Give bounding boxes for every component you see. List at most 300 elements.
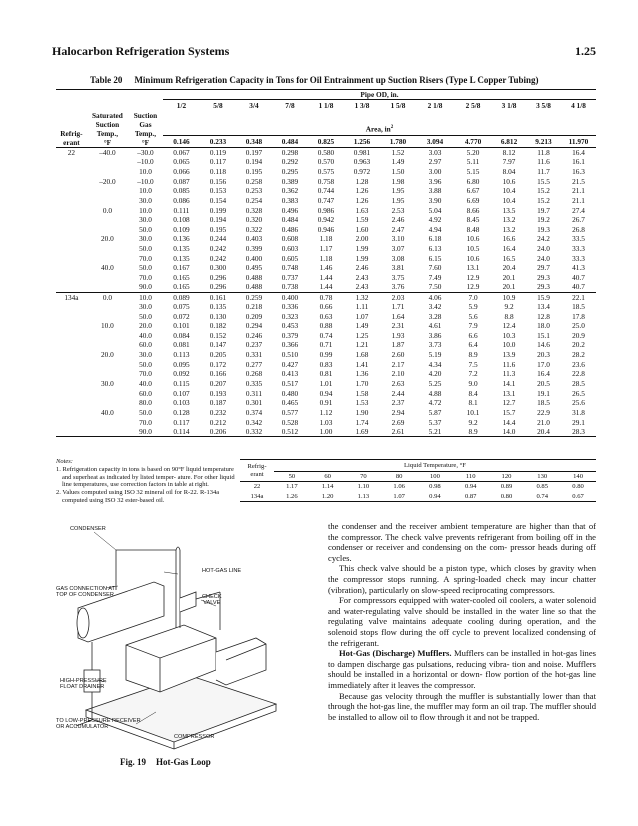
capacity-cell: 10.0 xyxy=(502,340,516,350)
capacity-cell: 0.322 xyxy=(245,224,263,234)
capacity-cell: 1.18 xyxy=(319,234,333,244)
capacity-cell: 1.90 xyxy=(355,407,369,417)
capacity-cell: 8.4 xyxy=(468,388,478,398)
capacity-cell: 9.2 xyxy=(468,417,478,427)
capacity-cell: 2.63 xyxy=(391,379,405,389)
capacity-cell: 18.5 xyxy=(572,301,585,311)
lt-temp-header: 140 xyxy=(573,473,583,480)
lt-refrigerant-header: Refrig- erant xyxy=(247,462,267,478)
capacity-cell: 12.8 xyxy=(537,311,550,321)
table-row xyxy=(56,331,596,341)
capacity-cell: 31.8 xyxy=(572,407,585,417)
capacity-cell: 1.69 xyxy=(355,427,369,436)
hot-gas-loop-figure xyxy=(56,520,308,752)
saturated-temp-cell xyxy=(87,427,128,437)
capacity-cell: 0.195 xyxy=(209,224,227,234)
refrigerant-cell xyxy=(56,176,87,186)
label-compressor: COMPRESSOR xyxy=(174,734,215,740)
capacity-cell: 2.61 xyxy=(391,427,405,436)
suction-gas-temp-cell: –10.0 xyxy=(137,176,154,186)
capacity-cell: 1.26 xyxy=(355,195,369,205)
capacity-cell: 0.332 xyxy=(245,427,263,436)
capacity-cell: 0.253 xyxy=(245,186,263,196)
lt-title: Liquid Temperature, °F xyxy=(274,460,596,472)
capacity-cell: 14.0 xyxy=(502,427,516,436)
capacity-cell: 0.135 xyxy=(209,301,227,311)
capacity-cell: 1.44 xyxy=(319,282,333,292)
refrigerant-cell xyxy=(56,302,87,312)
capacity-cell: 29.1 xyxy=(572,417,585,427)
saturated-temp-cell xyxy=(87,331,128,341)
lt-factor-cell: 0.80 xyxy=(500,492,513,500)
label-gas-connection: GAS CONNECTION AT TOP OF CONDENSER xyxy=(56,586,115,599)
table-row xyxy=(56,167,596,177)
table-row xyxy=(56,215,596,225)
capacity-cell: 4.61 xyxy=(428,321,442,331)
capacity-cell: 19.1 xyxy=(537,388,550,398)
capacity-cell: 0.495 xyxy=(245,263,263,273)
capacity-cell: 0.758 xyxy=(317,176,335,186)
lt-refrigerant-cell: 22 xyxy=(253,483,261,491)
capacity-cell: 1.99 xyxy=(355,253,369,263)
capacity-cell: 0.153 xyxy=(209,186,227,196)
capacity-cell: 3.10 xyxy=(391,234,405,244)
capacity-cell: 1.21 xyxy=(355,340,369,350)
capacity-cell: 20.1 xyxy=(502,273,516,282)
capacity-cell: 0.075 xyxy=(173,301,190,311)
capacity-cell: 0.942 xyxy=(317,215,335,225)
lt-factor-cell: 1.10 xyxy=(357,483,370,491)
paragraph-text: Mufflers can be installed in hot-gas lines to dampen discharge gas pulsations, reducing vibra- tion and noise. Mufflers should be installed in a horizontal or down- flow portion of the hot-gas line immediately after it leaves the compressor. xyxy=(328,648,596,690)
size-header: 3 1/8 xyxy=(501,100,517,110)
capacity-cell: 5.20 xyxy=(466,147,480,157)
capacity-cell: 40.7 xyxy=(572,273,585,282)
capacity-cell: 0.570 xyxy=(317,157,335,167)
capacity-cell: 0.323 xyxy=(281,311,299,321)
capacity-cell: 0.086 xyxy=(173,195,190,205)
area-value: 6.812 xyxy=(500,136,518,146)
saturated-temp-cell xyxy=(87,398,128,408)
capacity-cell: 20.3 xyxy=(537,350,550,360)
capacity-cell: 12.9 xyxy=(466,273,480,282)
capacity-cell: 4.20 xyxy=(428,369,442,379)
area-value: 11.970 xyxy=(568,136,589,146)
capacity-cell: 7.2 xyxy=(468,369,478,379)
capacity-cell: 13.2 xyxy=(502,215,516,225)
saturated-temp-cell xyxy=(87,340,128,350)
capacity-cell: 0.187 xyxy=(209,398,227,408)
label-receiver: TO LOW-PRESSURE RECEIVER OR ACCUMULATOR xyxy=(56,718,141,731)
lt-factor-cell: 0.80 xyxy=(572,483,584,491)
suction-gas-temp-cell: 10.0 xyxy=(139,292,152,302)
capacity-cell: 0.268 xyxy=(245,369,263,379)
suction-gas-temp-cell: 20.0 xyxy=(139,321,152,331)
capacity-cell: 0.136 xyxy=(173,234,190,244)
table-row xyxy=(56,369,596,379)
table-row xyxy=(56,340,596,350)
capacity-cell: 3.96 xyxy=(428,176,442,186)
capacity-cell: 20.1 xyxy=(502,282,516,292)
saturated-temp-cell xyxy=(87,196,128,206)
capacity-cell: 0.197 xyxy=(245,147,263,157)
capacity-cell: 3.75 xyxy=(391,273,405,282)
capacity-cell: 0.084 xyxy=(173,330,190,340)
capacity-cell: 18.5 xyxy=(537,398,550,408)
capacity-cell: 0.747 xyxy=(317,195,335,205)
capacity-cell: 0.400 xyxy=(281,292,299,302)
capacity-cell: 14.6 xyxy=(537,340,550,350)
capacity-cell: 0.517 xyxy=(281,379,299,389)
capacity-cell: 20.9 xyxy=(572,330,585,340)
refrigerant-cell: 134a xyxy=(64,292,79,302)
area-heading xyxy=(163,111,596,136)
suction-gas-temp-cell: 50.0 xyxy=(139,407,152,417)
lt-temp-header: 130 xyxy=(537,473,548,480)
capacity-cell: 5.37 xyxy=(428,417,442,427)
suction-gas-temp-cell: 10.0 xyxy=(139,166,152,176)
notes-heading: Notes: xyxy=(56,458,73,465)
capacity-cell: 4.88 xyxy=(428,388,442,398)
capacity-cell: 1.12 xyxy=(319,407,333,417)
capacity-cell: 5.87 xyxy=(428,407,442,417)
size-header: 3 5/8 xyxy=(536,100,551,110)
refrigerant-cell xyxy=(56,167,87,177)
paragraph: For compressors equipped with water-cooled oil coolers, a water solenoid and water-regulating valve should be installed in the water line so that the regulating valve maintains adequate cooling during operation, and the solenoid stops flow during the off cycle to prevent localized condensing of the refrigerant. xyxy=(328,595,596,648)
capacity-cell: 8.45 xyxy=(466,215,480,225)
capacity-cell: 0.232 xyxy=(209,407,227,417)
table-row xyxy=(56,350,596,360)
capacity-cell: 7.49 xyxy=(428,273,442,282)
capacity-cell: 0.389 xyxy=(281,176,299,186)
capacity-cell: 1.70 xyxy=(355,379,369,389)
capacity-cell: 6.15 xyxy=(428,253,442,263)
table-row xyxy=(56,196,596,206)
suction-gas-temp-cell: 30.0 xyxy=(139,215,152,225)
capacity-cell: 0.089 xyxy=(173,292,190,302)
running-header xyxy=(52,44,596,60)
capacity-cell: 33.3 xyxy=(572,253,585,263)
capacity-cell: 0.608 xyxy=(281,234,299,244)
refrigerant-cell xyxy=(56,196,87,206)
capacity-cell: 0.156 xyxy=(209,176,227,186)
pipe-od-heading: Pipe OD, in. xyxy=(163,90,596,100)
capacity-cell: 0.981 xyxy=(353,147,371,157)
table-row xyxy=(56,244,596,254)
suction-gas-temp-cell: 30.0 xyxy=(139,234,152,244)
capacity-cell: 6.4 xyxy=(468,340,478,350)
capacity-cell: 0.379 xyxy=(281,330,299,340)
paragraph-mufflers xyxy=(328,648,596,690)
table-row xyxy=(56,176,596,186)
capacity-cell: 15.1 xyxy=(537,330,550,340)
capacity-cell: 24.2 xyxy=(537,234,550,244)
capacity-cell: 1.93 xyxy=(391,330,405,340)
label-hot-gas-line: HOT-GAS LINE xyxy=(202,568,242,574)
saturated-temp-cell: 20.0 xyxy=(101,350,114,360)
capacity-cell: 0.205 xyxy=(209,350,227,360)
suction-gas-temp-cell: 30.0 xyxy=(139,301,152,311)
capacity-cell: 0.246 xyxy=(245,330,263,340)
refrigerant-cell xyxy=(56,186,87,196)
capacity-cell: 0.067 xyxy=(173,147,190,157)
capacity-cell: 0.113 xyxy=(173,350,190,360)
capacity-cell: 0.212 xyxy=(209,417,227,427)
capacity-cell: 0.74 xyxy=(319,330,333,340)
capacity-cell: 0.296 xyxy=(209,282,227,292)
capacity-cell: 0.603 xyxy=(281,244,299,254)
saturated-temp-cell xyxy=(87,417,128,427)
capacity-cell: 1.26 xyxy=(355,186,369,196)
saturated-temp-cell xyxy=(87,369,128,379)
table-row xyxy=(56,417,596,427)
capacity-cell: 10.6 xyxy=(466,234,480,244)
capacity-cell: 11.8 xyxy=(537,147,550,157)
refrigerant-cell xyxy=(56,417,87,427)
capacity-cell: 13.9 xyxy=(502,350,516,360)
suction-gas-temp-cell: 70.0 xyxy=(139,417,152,427)
capacity-cell: 14.1 xyxy=(502,379,516,389)
refrigerant-header: Refrig- erant xyxy=(60,129,83,147)
capacity-cell: 15.2 xyxy=(537,186,550,196)
capacity-cell: 0.206 xyxy=(209,427,227,436)
saturated-temp-cell: 40.0 xyxy=(101,263,114,273)
capacity-cell: 0.087 xyxy=(173,176,190,186)
capacity-cell: 0.528 xyxy=(281,417,299,427)
area-value: 0.484 xyxy=(281,136,299,146)
table-row xyxy=(56,321,596,331)
page-number: 1.25 xyxy=(575,44,596,58)
label-condenser: CONDENSER xyxy=(70,526,106,532)
capacity-cell: 21.5 xyxy=(572,176,585,186)
refrigerant-cell: 22 xyxy=(67,147,76,157)
capacity-cell: 20.2 xyxy=(572,340,585,350)
refrigerant-cell xyxy=(56,331,87,341)
lt-factor-cell: 0.94 xyxy=(429,492,441,500)
capacity-cell: 0.66 xyxy=(319,301,333,311)
capacity-cell: 0.399 xyxy=(245,244,263,254)
capacity-cell: 0.83 xyxy=(319,359,333,369)
capacity-cell: 0.194 xyxy=(245,157,263,167)
capacity-cell: 8.66 xyxy=(466,205,480,215)
area-value: 1.256 xyxy=(353,136,371,146)
lt-refrigerant-cell: 134a xyxy=(250,492,264,500)
refrigerant-cell xyxy=(56,263,87,273)
lt-factor-cell: 1.14 xyxy=(321,483,334,491)
lt-factor-cell: 0.98 xyxy=(429,483,441,491)
capacity-cell: 3.03 xyxy=(428,147,442,157)
area-value: 0.825 xyxy=(317,136,335,146)
capacity-cell: 0.748 xyxy=(281,263,299,273)
capacity-cell: 10.6 xyxy=(466,253,480,263)
capacity-cell: 0.161 xyxy=(209,292,227,302)
capacity-cell: 0.107 xyxy=(173,388,190,398)
refrigerant-cell xyxy=(56,282,87,292)
capacity-cell: 11.3 xyxy=(502,369,516,379)
refrigerant-cell xyxy=(56,157,87,167)
table-row xyxy=(56,157,596,167)
capacity-cell: 0.342 xyxy=(245,417,263,427)
capacity-cell: 0.101 xyxy=(173,321,190,331)
saturated-temp-cell xyxy=(87,302,128,312)
capacity-cell: 16.4 xyxy=(537,369,550,379)
capacity-cell: 25.0 xyxy=(572,321,585,331)
capacity-cell: 8.9 xyxy=(468,427,478,436)
capacity-cell: 1.32 xyxy=(355,292,369,302)
capacity-cell: 0.277 xyxy=(245,359,263,369)
suction-gas-temp-cell: 30.0 xyxy=(139,195,152,205)
capacity-cell: 10.4 xyxy=(502,186,516,196)
capacity-cell: 0.147 xyxy=(209,340,227,350)
capacity-cell: 21.1 xyxy=(572,195,585,205)
capacity-cell: 1.49 xyxy=(355,321,369,331)
capacity-cell: 1.52 xyxy=(391,147,405,157)
paragraph: the condenser and the receiver ambient temperature are higher than that of the compressor. The check valve prevents refrigerant from boiling off in the condenser or receiver and condensing on the com- pressor heads during off cycles. xyxy=(328,521,596,563)
capacity-cell: 12.7 xyxy=(502,398,516,408)
note-2: 2. Values computed using ISO 32 mineral oil for R-22. R-134a computed using ISO 32 ester-based oil. xyxy=(56,489,220,504)
capacity-cell: 33.5 xyxy=(572,234,585,244)
capacity-cell: 0.336 xyxy=(281,301,299,311)
saturated-temp-cell: 0.0 xyxy=(102,292,112,302)
capacity-cell: 1.44 xyxy=(319,273,333,282)
capacity-cell: 28.2 xyxy=(572,350,585,360)
suction-gas-temp-cell: 60.0 xyxy=(139,340,152,350)
suction-gas-temp-cell: 40.0 xyxy=(139,379,152,389)
lt-factor-cell: 0.94 xyxy=(464,483,477,491)
capacity-cell: 0.242 xyxy=(209,253,227,263)
capacity-cell: 8.1 xyxy=(468,398,478,408)
lt-temp-header: 110 xyxy=(465,473,476,480)
capacity-cell: 13.4 xyxy=(537,301,550,311)
capacity-cell: 5.04 xyxy=(428,205,442,215)
refrigerant-cell xyxy=(56,408,87,418)
capacity-cell: 1.28 xyxy=(355,176,369,186)
table-row xyxy=(56,282,596,292)
capacity-cell: 0.166 xyxy=(209,369,227,379)
capacity-cell: 10.9 xyxy=(502,292,516,302)
capacity-cell: 5.11 xyxy=(466,157,480,167)
capacity-cell: 22.1 xyxy=(572,292,585,302)
capacity-cell: 0.300 xyxy=(209,263,227,273)
capacity-cell: 1.01 xyxy=(319,379,333,389)
capacity-cell: 4.06 xyxy=(428,292,442,302)
capacity-cell: 0.167 xyxy=(173,263,190,273)
refrigerant-cell xyxy=(56,379,87,389)
refrigerant-cell xyxy=(56,311,87,321)
capacity-cell: 13.1 xyxy=(502,388,516,398)
capacity-cell: 0.946 xyxy=(317,224,335,234)
suction-gas-temp-cell: 10.0 xyxy=(139,205,152,215)
capacity-cell: 0.172 xyxy=(209,359,227,369)
refrigerant-cell xyxy=(56,427,87,437)
capacity-cell: 28.3 xyxy=(572,427,585,436)
capacity-cell: 3.28 xyxy=(428,311,442,321)
capacity-cell: 2.69 xyxy=(391,417,405,427)
capacity-cell: 0.301 xyxy=(245,398,263,408)
capacity-cell: 41.3 xyxy=(572,263,585,273)
capacity-cell: 16.1 xyxy=(572,157,585,167)
capacity-cell: 0.072 xyxy=(173,311,190,321)
table-row xyxy=(56,408,596,418)
capacity-cell: 0.737 xyxy=(281,273,299,282)
table-row xyxy=(56,360,596,370)
saturated-temp-cell xyxy=(87,167,128,177)
capacity-cell: 22.9 xyxy=(537,407,550,417)
lt-temp-header: 70 xyxy=(360,473,367,480)
capacity-cell: 15.2 xyxy=(537,195,550,205)
capacity-cell: 0.88 xyxy=(319,321,333,331)
capacity-cell: 0.111 xyxy=(173,205,190,215)
size-header: 1 1/8 xyxy=(318,100,334,110)
capacity-cell: 5.25 xyxy=(428,379,442,389)
suction-gas-temp-cell: 90.0 xyxy=(139,282,152,292)
capacity-cell: 19.3 xyxy=(537,224,550,234)
capacity-cell: 1.18 xyxy=(319,253,333,263)
capacity-cell: 0.092 xyxy=(173,369,190,379)
liquid-temperature-table xyxy=(240,459,596,502)
table-row xyxy=(56,302,596,312)
lt-temp-header: 60 xyxy=(324,473,331,480)
lt-factor-cell: 0.85 xyxy=(536,483,549,491)
lt-temp-header: 120 xyxy=(501,473,512,480)
capacity-cell: 2.17 xyxy=(391,359,405,369)
lt-factor-cell: 1.06 xyxy=(393,483,405,491)
suction-gas-temp-cell: –30.0 xyxy=(137,147,154,157)
suction-gas-temp-cell: 40.0 xyxy=(139,330,152,340)
capacity-cell: 0.484 xyxy=(281,215,299,225)
capacity-cell: 1.25 xyxy=(355,330,369,340)
refrigerant-cell xyxy=(56,369,87,379)
label-float-drainer: HIGH-PRESSURE FLOAT DRAINER xyxy=(60,678,107,691)
capacity-cell: 0.237 xyxy=(245,340,263,350)
suction-gas-temp-cell: 50.0 xyxy=(139,263,152,273)
lt-factor-cell: 0.89 xyxy=(500,483,513,491)
capacity-cell: 0.580 xyxy=(317,147,335,157)
area-value: 1.780 xyxy=(389,136,407,146)
table-row xyxy=(56,311,596,321)
figure-caption xyxy=(120,757,211,767)
capacity-cell: 20.4 xyxy=(537,427,550,436)
capacity-cell: 0.465 xyxy=(281,398,299,408)
capacity-cell: 1.98 xyxy=(391,176,405,186)
capacity-cell: 16.3 xyxy=(572,166,585,176)
saturated-temp-cell: –40.0 xyxy=(99,147,116,157)
capacity-cell: 0.154 xyxy=(209,195,227,205)
capacity-cell: 0.453 xyxy=(281,321,299,331)
capacity-cell: 0.294 xyxy=(245,321,263,331)
suction-gas-temp-cell: 60.0 xyxy=(139,388,152,398)
refrigerant-cell xyxy=(56,273,87,283)
table-row xyxy=(56,273,596,283)
capacity-cell: 18.0 xyxy=(537,321,550,331)
capacity-cell: 11.7 xyxy=(537,166,550,176)
suction-gas-temp-cell: 10.0 xyxy=(139,186,152,196)
capacity-cell: 0.296 xyxy=(209,273,227,282)
capacity-cell: 10.1 xyxy=(466,407,480,417)
oil-entrainment-table xyxy=(56,89,596,437)
capacity-cell: 3.81 xyxy=(391,263,405,273)
capacity-cell: 0.99 xyxy=(319,350,333,360)
table-row xyxy=(56,379,596,389)
lt-temp-header: 50 xyxy=(288,473,296,480)
capacity-cell: 2.94 xyxy=(391,407,405,417)
capacity-cell: 0.972 xyxy=(353,166,371,176)
area-label: Area, in xyxy=(365,124,391,134)
capacity-cell: 0.744 xyxy=(317,186,335,196)
capacity-cell: 0.118 xyxy=(209,166,227,176)
capacity-cell: 8.04 xyxy=(502,166,516,176)
capacity-cell: 26.8 xyxy=(572,224,585,234)
capacity-cell: 17.8 xyxy=(572,311,585,321)
